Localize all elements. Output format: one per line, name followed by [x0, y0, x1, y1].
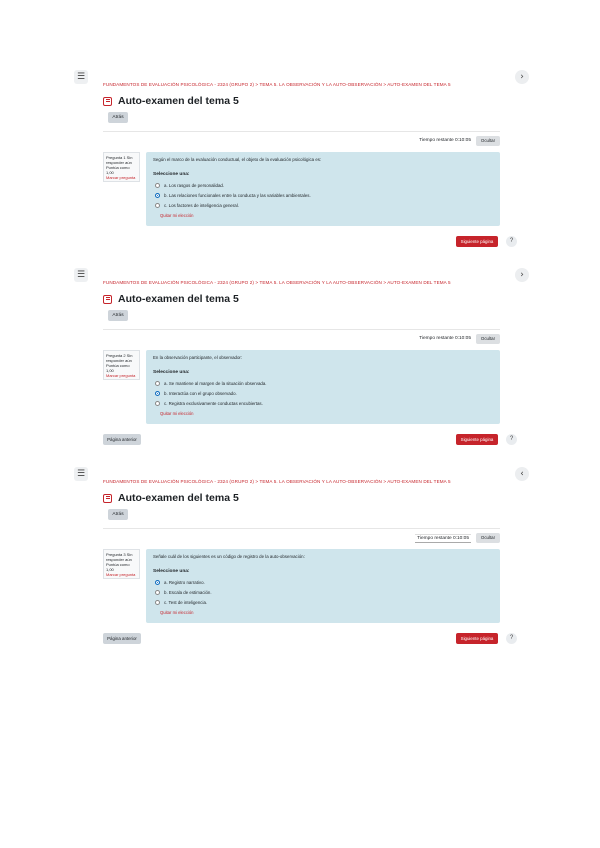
- question-icon[interactable]: ?: [506, 236, 517, 247]
- page-header: [103, 94, 239, 108]
- answer-option-label: c. Test de inteligencia.: [164, 600, 208, 605]
- answer-option[interactable]: [155, 380, 267, 387]
- radio-button[interactable]: [155, 600, 160, 605]
- clear-choice-link[interactable]: Quitar mi elección: [160, 411, 194, 416]
- answer-option[interactable]: [155, 192, 311, 199]
- answer-option[interactable]: [155, 400, 263, 407]
- divider: [103, 528, 500, 529]
- timer-label: Tiempo restante 0:10:05: [419, 138, 471, 143]
- back-button[interactable]: Atrás: [108, 112, 128, 123]
- next-page-button[interactable]: Siguiente página: [456, 633, 498, 644]
- select-label: Seleccione una:: [153, 370, 190, 375]
- clear-choice-link[interactable]: Quitar mi elección: [160, 213, 194, 218]
- drawer-toggle-icon[interactable]: ☰: [74, 467, 88, 481]
- drawer-toggle-icon[interactable]: ☰: [74, 70, 88, 84]
- timer: [415, 533, 500, 543]
- select-label: Seleccione una:: [153, 172, 190, 177]
- page-header: [103, 491, 239, 505]
- question-icon[interactable]: ?: [506, 633, 517, 644]
- answer-option-label: b. Interactúa con el grupo observado.: [164, 391, 237, 396]
- breadcrumb[interactable]: FUNDAMENTOS DE EVALUACIÓN PSICOLÓGICA - 2324 (GRUPO 2) > TEMA 5. LA OBSERVACIÓN Y LA AUTO-OBSERVACIÓN > AUTO-EXAMEN DEL TEMA 5: [103, 280, 451, 285]
- radio-button[interactable]: [155, 391, 160, 396]
- previous-page-button[interactable]: Página anterior: [103, 633, 141, 644]
- question-text: Señale cuál de los siguientes es un código de registro de la auto-observación:: [153, 554, 305, 559]
- question-icon[interactable]: ?: [506, 434, 517, 445]
- answer-option-label: a. Registro narrativo.: [164, 580, 205, 585]
- answer-option-label: c. Registra exclusivamente conductas encubiertas.: [164, 401, 263, 406]
- answer-option-label: b. Escala de estimación.: [164, 590, 212, 595]
- quiz-icon: [103, 97, 112, 106]
- back-button[interactable]: Atrás: [108, 310, 128, 321]
- divider: [103, 329, 500, 330]
- question-info: [103, 152, 140, 182]
- answer-option-label: a. Se mantiene al margen de la situación observada.: [164, 381, 267, 386]
- quiz-screen-1: [0, 70, 600, 270]
- timer: [419, 136, 500, 146]
- question-panel: [146, 549, 500, 623]
- quiz-icon: [103, 295, 112, 304]
- question-text: Según el marco de la evaluación conductual, el objeto de la evaluación psicológica es:: [153, 157, 322, 162]
- question-info-text: Pregunta 3 Sin responder aún Puntúa como 1,00: [106, 552, 133, 572]
- radio-button[interactable]: [155, 193, 160, 198]
- answer-option[interactable]: [155, 579, 205, 586]
- answer-option[interactable]: [155, 599, 207, 606]
- page-header: [103, 292, 239, 306]
- hide-timer-button[interactable]: Ocultar: [476, 334, 500, 344]
- answer-option[interactable]: [155, 202, 239, 209]
- quiz-screen-3: [0, 467, 600, 667]
- flag-question-link[interactable]: Marcar pregunta: [106, 572, 136, 577]
- page-title: Auto-examen del tema 5: [118, 492, 239, 504]
- answer-option[interactable]: [155, 589, 212, 596]
- next-page-button[interactable]: Siguiente página: [456, 236, 498, 247]
- timer: [419, 334, 500, 344]
- question-panel: [146, 152, 500, 226]
- question-info: [103, 350, 140, 380]
- radio-button[interactable]: [155, 580, 160, 585]
- back-button[interactable]: Atrás: [108, 509, 128, 520]
- question-info: [103, 549, 140, 579]
- breadcrumb[interactable]: FUNDAMENTOS DE EVALUACIÓN PSICOLÓGICA - 2324 (GRUPO 2) > TEMA 5. LA OBSERVACIÓN Y LA AUTO-OBSERVACIÓN > AUTO-EXAMEN DEL TEMA 5: [103, 479, 451, 484]
- timer-label: Tiempo restante 0:10:05: [417, 535, 469, 541]
- answer-option[interactable]: [155, 182, 224, 189]
- radio-button[interactable]: [155, 381, 160, 386]
- question-text: En la observación participante, el observador:: [153, 355, 243, 360]
- page-title: Auto-examen del tema 5: [118, 293, 239, 305]
- flag-question-link[interactable]: Marcar pregunta: [106, 373, 136, 378]
- answer-option-label: c. Los factores de inteligencia general.: [164, 203, 239, 208]
- clear-choice-link[interactable]: Quitar mi elección: [160, 610, 194, 615]
- next-page-button[interactable]: Siguiente página: [456, 434, 498, 445]
- page-title: Auto-examen del tema 5: [118, 95, 239, 107]
- answer-option-label: a. Los rasgos de personalidad.: [164, 183, 225, 188]
- question-panel: [146, 350, 500, 424]
- hide-timer-button[interactable]: Ocultar: [476, 136, 500, 146]
- block-drawer-toggle-icon[interactable]: ›: [515, 70, 529, 84]
- previous-page-button[interactable]: Página anterior: [103, 434, 141, 445]
- breadcrumb[interactable]: FUNDAMENTOS DE EVALUACIÓN PSICOLÓGICA - 2324 (GRUPO 2) > TEMA 5. LA OBSERVACIÓN Y LA AUTO-OBSERVACIÓN > AUTO-EXAMEN DEL TEMA 5: [103, 82, 451, 87]
- hide-timer-button[interactable]: Ocultar: [476, 533, 500, 543]
- divider: [103, 131, 500, 132]
- radio-button[interactable]: [155, 203, 160, 208]
- drawer-toggle-icon[interactable]: ☰: [74, 268, 88, 282]
- flag-question-link[interactable]: Marcar pregunta: [106, 175, 136, 180]
- quiz-icon: [103, 494, 112, 503]
- radio-button[interactable]: [155, 590, 160, 595]
- timer-label: Tiempo restante 0:10:05: [419, 336, 471, 341]
- radio-button[interactable]: [155, 401, 160, 406]
- block-drawer-toggle-icon[interactable]: ‹: [515, 467, 529, 481]
- answer-option[interactable]: [155, 390, 237, 397]
- select-label: Seleccione una:: [153, 569, 190, 574]
- quiz-screen-2: [0, 268, 600, 468]
- question-info-text: Pregunta 1 Sin responder aún Puntúa como 1,00: [106, 155, 133, 175]
- radio-button[interactable]: [155, 183, 160, 188]
- answer-option-label: b. Las relaciones funcionales entre la conducta y las variables ambientales.: [164, 193, 311, 198]
- question-info-text: Pregunta 2 Sin responder aún Puntúa como 1,00: [106, 353, 133, 373]
- block-drawer-toggle-icon[interactable]: ›: [515, 268, 529, 282]
